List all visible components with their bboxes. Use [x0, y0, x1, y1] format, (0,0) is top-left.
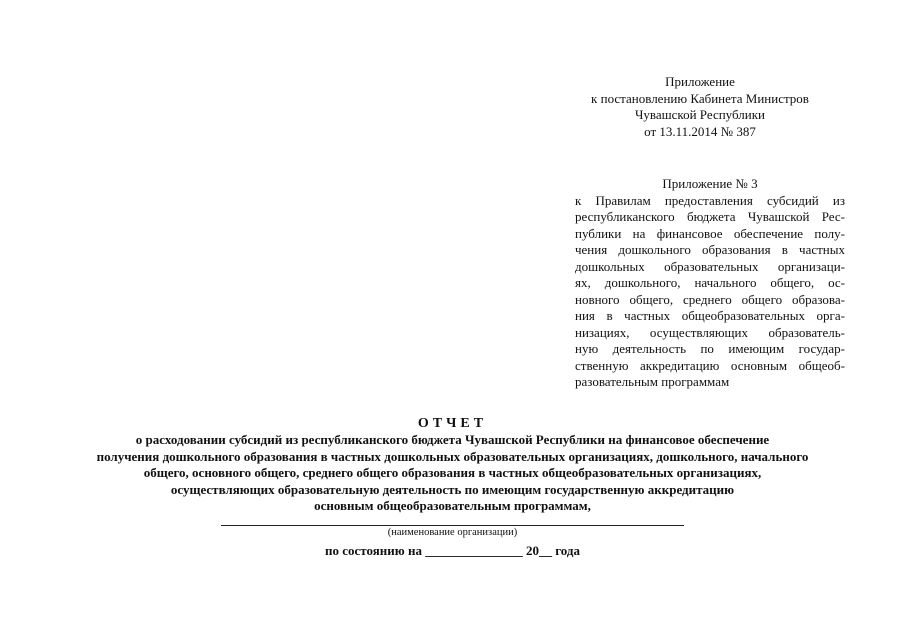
- appendix-3-line: новного общего, среднего общего образова-: [575, 291, 845, 307]
- organization-caption: (наименование организации): [387, 527, 518, 538]
- appendix-3-line: разовательным программам: [575, 374, 730, 389]
- report-subtitle-line: основным общеобразовательным программам,: [314, 498, 591, 513]
- appendix-3-heading: Приложение № 3: [662, 176, 758, 191]
- report-title: ОТЧЕТ: [417, 416, 488, 431]
- appendix-3-line: ственную аккредитацию основным общеоб-: [575, 357, 845, 373]
- appendix-line: Приложение: [665, 74, 735, 89]
- appendix-line: Чувашской Республики: [634, 107, 766, 122]
- appendix-date-number: от 13.11.2014 № 387: [644, 123, 756, 139]
- organization-name-line: [221, 525, 684, 526]
- report-subtitle-line: общего, основного общего, среднего общего образования в частных общеобразовательных организациях,: [143, 465, 762, 480]
- report-subtitle: [40, 432, 865, 515]
- appendix-3-block: [575, 176, 845, 391]
- report-subtitle-line: осуществляющих образовательную деятельность по имеющим государственную аккредитацию: [170, 481, 735, 497]
- appendix-3-line: чения дошкольного образования в частных: [575, 242, 845, 257]
- appendix-3-line: к Правилам предоставления субсидий из: [575, 192, 845, 208]
- report-subtitle-line: о расходовании субсидий из республиканского бюджета Чувашской Республики на финансовое обеспечение: [135, 432, 770, 447]
- appendix-3-line: ях, дошкольного, начального общего, ос-: [575, 275, 845, 290]
- report-date-line: по состоянию на _______________ 20__ года: [325, 543, 580, 558]
- appendix-header: [560, 74, 840, 140]
- appendix-3-line: ния в частных общеобразовательных орга-: [575, 308, 845, 323]
- report-subtitle-line: получения дошкольного образования в частных дошкольных образовательных организациях, дошкольного, начального: [96, 448, 809, 464]
- appendix-3-line: публики на финансовое обеспечение полу-: [575, 225, 845, 241]
- appendix-3-line: ную деятельность по имеющим государ-: [575, 341, 845, 356]
- appendix-3-line: дошкольных образовательных организаци-: [575, 258, 845, 274]
- appendix-3-line: республиканского бюджета Чувашской Рес-: [575, 209, 845, 224]
- appendix-3-line: низациях, осуществляющих образователь-: [575, 324, 845, 340]
- appendix-line: к постановлению Кабинета Министров: [591, 90, 809, 106]
